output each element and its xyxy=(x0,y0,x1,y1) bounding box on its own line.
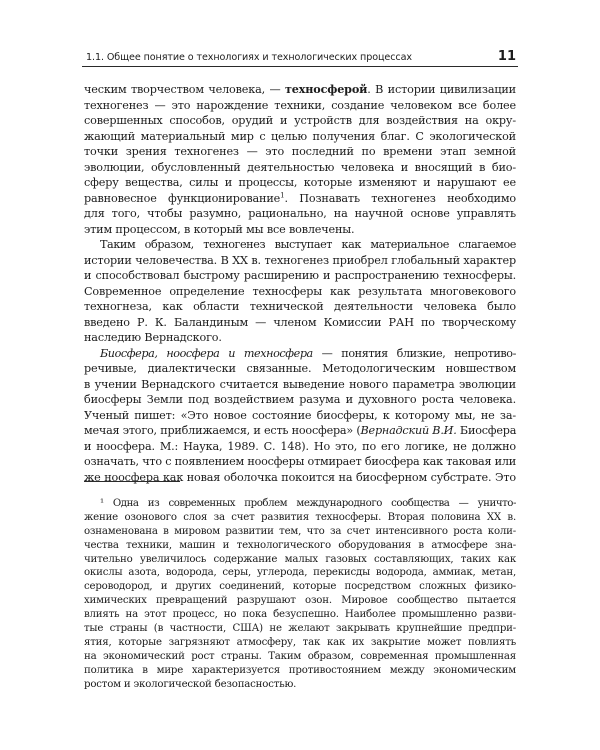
footnote-line: ¹ Одна из современных проблем международного сообщества — уничто- xyxy=(100,498,516,509)
term-biosphere: Биосфера, ноосфера и техносфера xyxy=(100,346,313,360)
footnote xyxy=(84,497,516,691)
text-line: речивые, диалектически связанные. Методологическим новшеством xyxy=(84,362,516,375)
text-line: сферу вещества, силы и процессы, которые изменяют и нарушают ее xyxy=(84,176,516,189)
text-run: . В истории цивилизации xyxy=(367,83,516,96)
page-header xyxy=(82,44,518,67)
text-line: эволюции, обусловленный деятельностью человека и вносящий в био- xyxy=(84,160,516,174)
text-line: же ноосфера как новая оболочка покоится на биосферном субстрате. Это xyxy=(84,470,516,484)
footnote-line: ознаменована в мировом развитии тем, что за счет интенсивного роста коли- xyxy=(84,525,516,537)
footnote-line: окислы азота, водорода, серы, углерода, перекисды водорода, аммиак, метан, xyxy=(84,567,516,579)
text-run: ческим творчеством человека, — xyxy=(84,83,285,96)
paragraph-1 xyxy=(84,82,516,237)
citation-author: Вернадский В.И. xyxy=(360,424,457,437)
footnote-line: химических превращений разрушают озон. Мировое сообщество пытается xyxy=(84,595,516,607)
term-technosphere: техносферой xyxy=(284,82,368,96)
text-line xyxy=(84,191,516,207)
text-line: и способствовал быстрому расширению и распространению техносферы. xyxy=(84,269,516,282)
text-run: равновесное функционирование xyxy=(84,191,281,205)
text-line: Современное определение техносферы как результата многовекового xyxy=(84,284,516,298)
paragraph-3 xyxy=(84,346,516,486)
text-line: введено Р. К. Баландиным — членом Комиссии РАН по творческому xyxy=(84,315,516,329)
text-run: — понятия близкие, непротиво- xyxy=(312,346,517,360)
text-line: техногнеза, как области технической деятельности человека было xyxy=(84,300,516,313)
footnote-line: чительно увеличилось содержание малых газовых составляющих, таких как xyxy=(84,553,516,565)
paragraph-2 xyxy=(84,237,516,346)
footnote-rule xyxy=(84,481,180,482)
text-line: для того, чтобы разумно, рационально, на научной основе управлять xyxy=(84,207,516,220)
footnote-line: ростом и экологической безопасностью. xyxy=(84,678,297,690)
text-line xyxy=(84,346,516,362)
footnote-line: политика в мире характеризуется противостоянием между экономическим xyxy=(84,664,516,676)
page-number: 11 xyxy=(497,49,516,64)
text-line: этим процессом, в который мы все вовлечены. xyxy=(84,222,355,236)
footnote-ref: 1 xyxy=(280,190,285,199)
text-line: биосферы Земли под воздействием разума и духовного роста человека. xyxy=(84,393,516,406)
running-head: 1.1. Общее понятие о технологиях и технологических процессах xyxy=(86,52,412,63)
text-line xyxy=(84,423,516,439)
text-line: совершенных способов, орудий и устройств для воздействия на окру- xyxy=(84,114,516,127)
text-line: жающий материальный мир с целью получения благ. С экологической xyxy=(84,129,516,143)
text-run: . Познавать техногенез необходимо xyxy=(284,191,517,205)
footnote-line: на экономический рост страны. Таким образом, современная промышленная xyxy=(84,650,516,662)
text-line: в учении Вернадского считается выведение нового параметра эволюции xyxy=(84,377,516,391)
footnote-line: тые страны (в частности, США) не желают закрывать крупнейшие предпри- xyxy=(84,623,516,635)
text-line: Ученый пишет: «Это новое состояние биосферы, к которому мы, не за- xyxy=(84,408,516,422)
footnote-line: сероводород, и других соединений, которые посредством сложных физико- xyxy=(84,581,516,593)
main-text xyxy=(84,82,516,485)
text-run: мечая этого, приближаемся, и есть ноосфера» ( xyxy=(84,424,361,437)
text-line xyxy=(84,82,516,98)
text-line: наследию Вернадского. xyxy=(84,331,222,344)
text-line: истории человечества. В XX в. техногенез приобрел глобальный характер xyxy=(84,253,516,267)
text-line: и ноосфера. М.: Наука, 1989. С. 148). Но это, по его логике, не должно xyxy=(84,439,516,453)
footnote-line: влиять на этот процесс, но пока безуспешно. Наиболее промышленно разви- xyxy=(84,609,516,621)
text-line: техногенез — это нарождение техники, создание человеком все более xyxy=(84,98,516,112)
text-run: Биосфера xyxy=(456,424,517,437)
text-line: точки зрения техногенез — это последний по времени этап земной xyxy=(84,145,516,158)
text-line: означать, что с появлением ноосферы отмирает биосфера как таковая или xyxy=(84,455,516,468)
footnote-line: жение озонового слоя за счет развития техносферы. Вторая половина XX в. xyxy=(84,511,516,523)
text-line: Таким образом, техногенез выступает как материальное слагаемое xyxy=(100,238,516,251)
footnote-line: ятия, которые загрязняют атмосферу, так как их закрытие может повлиять xyxy=(84,636,516,648)
footnote-line: чества техники, машин и технологического оборудования в атмосфере зна- xyxy=(84,539,516,551)
